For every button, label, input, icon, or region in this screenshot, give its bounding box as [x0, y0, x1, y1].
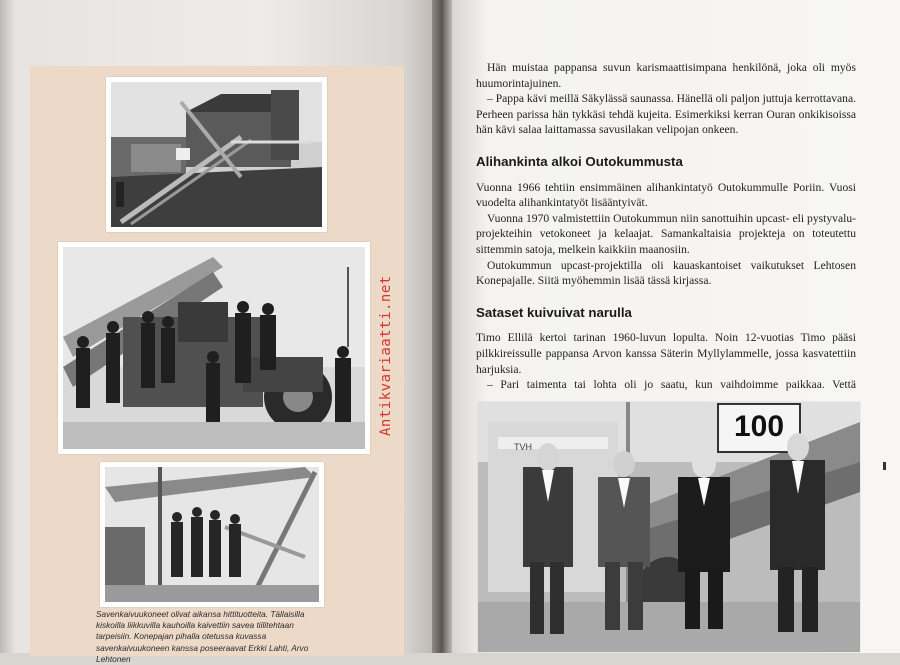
article-text — [476, 60, 856, 393]
photo-clay-excavator — [100, 462, 324, 607]
paragraph: – Pari taimenta tai lohta oli jo saatu, kun vaihdoimme paikkaa. Vettä — [487, 378, 856, 392]
photo-four-men-suits — [478, 402, 860, 652]
left-page-edge — [0, 0, 14, 653]
photo-sign-text: 100 — [733, 410, 785, 443]
paragraph: Hän muistaa pappansa suvun karismaattisimpana henkilönä, joka oli myös huumorintajuinen. — [476, 61, 856, 90]
paragraph: Vuonna 1970 valmistettiin Outokummun niin sanottuihin upcast- eli pystyvalu-projekteihin vetokoneet ja kelaajat. Samankaltaisia projekteja on toteutettu sittemmin satoja, melkein kaikkiin maanosiin. — [476, 211, 856, 256]
paragraph: Timo Ellilä kertoi tarinan 1960-luvun lopulta. Noin 12-vuotias Timo pääsi pilkkireissulle pappansa Arvon kanssa Säterin Myllylammelle, jossa kasvatettiin harjuksia. — [476, 331, 856, 376]
book-gutter — [432, 0, 454, 653]
paragraph: – Pappa kävi meillä Säkylässä saunassa. Hänellä oli paljon juttuja kerrottavana. Perheen parissa hän tykkäsi tehdä kujeita. Esimerkiksi kerran Ouran onkikisoissa hän kävi salaa laittamassa savusilakan velipojan onkeen. — [476, 92, 856, 137]
photo-tractor-crew — [58, 242, 370, 454]
photo-factory-building — [106, 77, 327, 232]
watermark-text: Antikvariaatti.net — [378, 275, 394, 436]
page-edge-mark — [883, 462, 886, 470]
paragraph: Outokummun upcast-projektilla oli kauaskantoiset vaikutukset Lehtosen Konepajalle. Siitä myöhemmin lisää tässä kirjassa. — [476, 258, 856, 288]
paragraph: Vuonna 1966 tehtiin ensimmäinen alihankintatyö Outokummulle Poriin. Vuosi vuodelta alihankintatyöt lisääntyivät. — [476, 180, 856, 210]
photo-logo-text: TVH — [514, 442, 532, 452]
section-heading: Alihankinta alkoi Outokummusta — [476, 153, 683, 169]
section-heading: Sataset kuivuivat narulla — [476, 304, 632, 320]
photo-caption: Savenkaivuukoneet olivat aikansa hittituotteita. Tällaisilla kiskoilla liikkuvilla kauhoilla kaivettiin savea tiilitehtaan tarpeisiin. Konepajan pihalla otetussa kuvassa savenkaivuukoneen kanssa poseeraavat Erkki Lahti, Arvo Lehtonen — [96, 609, 309, 664]
